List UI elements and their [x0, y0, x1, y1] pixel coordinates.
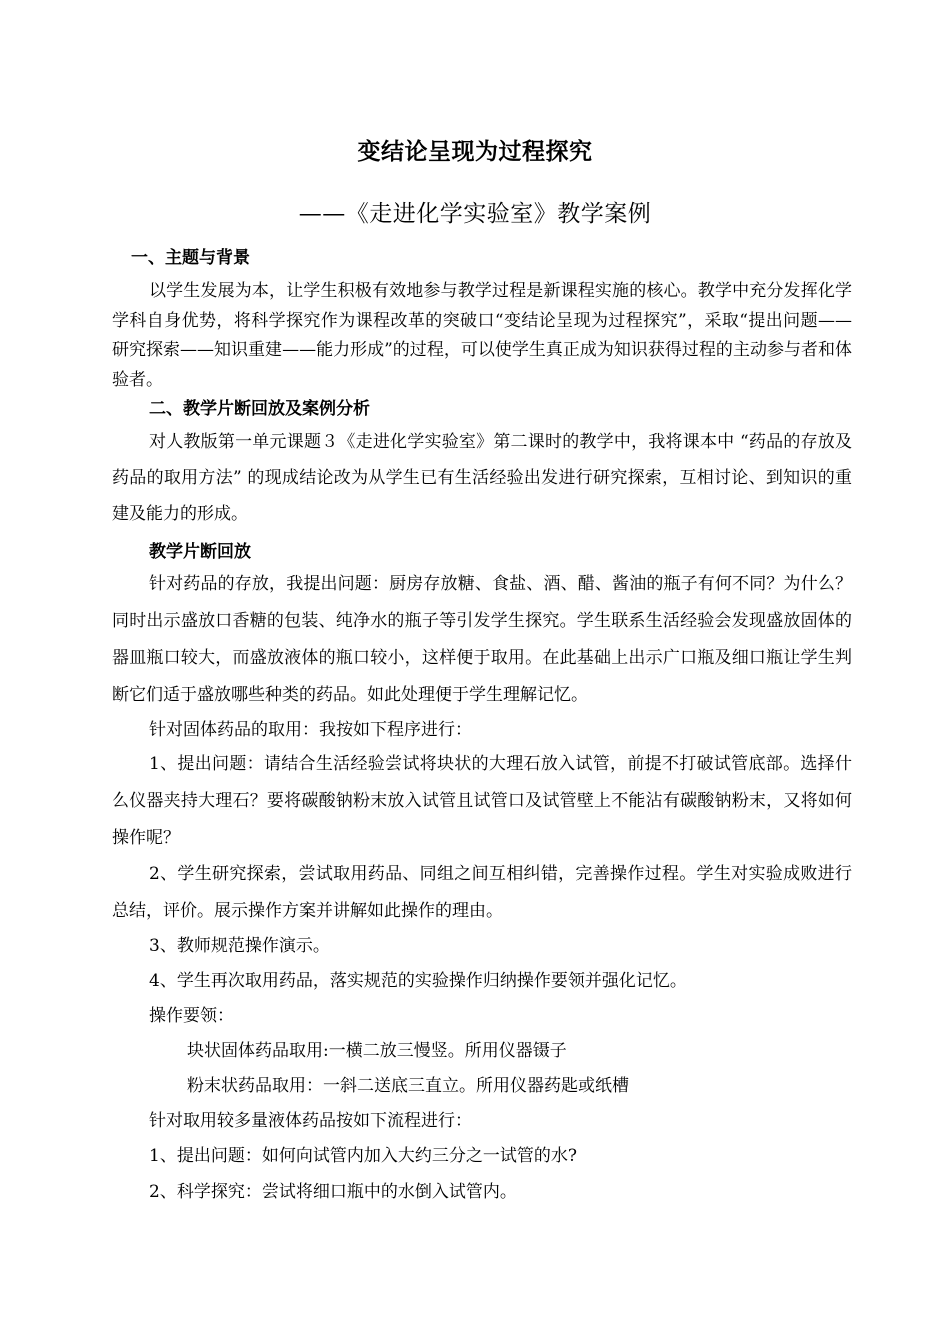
key-point-powder: 粉末状药品取用：一斜二送底三直立。所用仪器药匙或纸槽: [187, 1076, 629, 1096]
storage-paragraph: 针对药品的存放，我提出问题：厨房存放糖、食盐、酒、醋、酱油的瓶子有何不同？为什么？同时出示盛放口香糖的包装、纯净水的瓶子等引发学生探究。学生联系生活经验会发现盛放固体的器皿瓶口较大，而盛放液体的瓶口较小，这样便于取用。在此基础上出示广口瓶及细口瓶让学生判断它们适于盛放哪些种类的药品。如此处理便于学生理解记忆。: [112, 574, 852, 705]
solid-step-2: 2、学生研究探索，尝试取用药品、同组之间互相纠错，完善操作过程。学生对实验成败进行总结，评价。展示操作方案并讲解如此操作的理由。: [112, 864, 852, 921]
section1-heading: 一、主题与背景: [131, 248, 250, 268]
solid-step-4: 4、学生再次取用药品，落实规范的实验操作归纳操作要领并强化记忆。: [149, 971, 687, 991]
document-title: 变结论呈现为过程探究: [357, 138, 593, 165]
section1-heading-block: [131, 244, 851, 274]
key-point-block-solid: 块状固体药品取用:一横二放三慢竖。所用仪器镊子: [187, 1041, 567, 1061]
replay-heading: 教学片断回放: [149, 542, 251, 562]
section2-paragraph: 对人教版第一单元课题３《走进化学实验室》第二课时的教学中，我将课本中 “药品的存放及药品的取用方法” 的现成结论改为从学生已有生活经验出发进行研究探索，互相讨论、到知识的重建及能力的形成。: [112, 432, 852, 524]
key-points-label: 操作要领：: [149, 1006, 234, 1026]
section2-heading-block: [149, 395, 849, 425]
section1-paragraph: 以学生发展为本，让学生积极有效地参与教学过程是新课程实施的核心。教学中充分发挥化学学科自身优势，将科学探究作为课程改革的突破口“变结论呈现为过程探究”，采取“提出问题——研究探索——知识重建——能力形成”的过程，可以使学生真正成为知识获得过程的主动参与者和体验者。: [112, 281, 852, 390]
solid-intro: 针对固体药品的取用：我按如下程序进行：: [149, 720, 472, 740]
liquid-step-1: 1、提出问题：如何向试管内加入大约三分之一试管的水?: [149, 1146, 577, 1166]
section2-heading: 二、教学片断回放及案例分析: [149, 399, 370, 419]
liquid-intro: 针对取用较多量液体药品按如下流程进行：: [149, 1111, 472, 1131]
solid-step-3: 3、教师规范操作演示。: [149, 936, 330, 956]
solid-step-1: 1、提出问题：请结合生活经验尝试将块状的大理石放入试管，前提不打破试管底部。选择什么仪器夹持大理石？要将碳酸钠粉末放入试管且试管口及试管壁上不能沾有碳酸钠粉末，又将如何操作呢？: [112, 754, 852, 848]
document-subtitle: ——《走进化学实验室》教学案例: [298, 201, 652, 227]
liquid-step-2: 2、科学探究：尝试将细口瓶中的水倒入试管内。: [149, 1182, 517, 1202]
